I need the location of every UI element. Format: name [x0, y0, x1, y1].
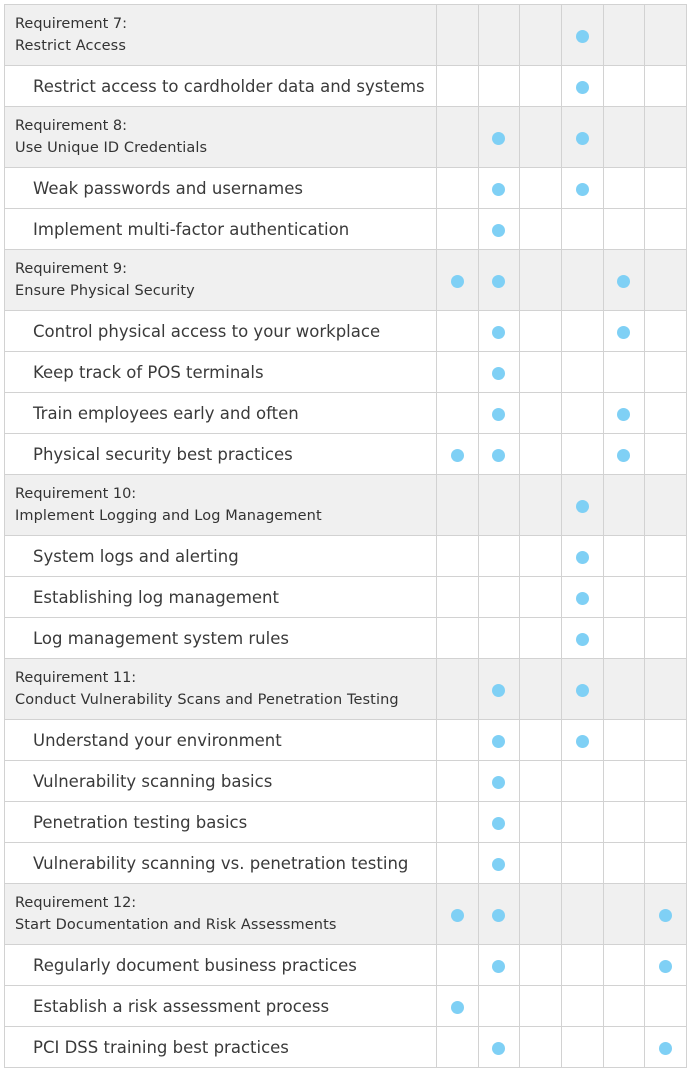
- mark-cell-col-2: [478, 618, 520, 659]
- table-row: [5, 168, 687, 209]
- mark-cell-col-6: [645, 618, 687, 659]
- item-label: Control physical access to your workplace: [33, 321, 381, 341]
- mark-cell-col-6: [645, 66, 687, 107]
- mark-cell-col-6: [645, 945, 687, 986]
- mark-cell-col-6: [645, 311, 687, 352]
- mark-cell-col-2: [478, 986, 520, 1027]
- mark-cell-col-6: [645, 434, 687, 475]
- mark-cell-col-5: [603, 434, 645, 475]
- mark-cell-col-1: [437, 659, 479, 720]
- row-label-cell: [5, 945, 437, 986]
- table-row: [5, 352, 687, 393]
- table-row: [5, 843, 687, 884]
- requirement-title: Restrict Access: [15, 38, 126, 54]
- mark-cell-col-2: [478, 475, 520, 536]
- mark-cell-col-3: [520, 720, 562, 761]
- item-label: Keep track of POS terminals: [33, 362, 264, 382]
- row-label-cell: [5, 577, 437, 618]
- requirement-label: [5, 667, 436, 711]
- dot-icon: [492, 183, 505, 196]
- dot-icon: [492, 326, 505, 339]
- mark-cell-col-5: [603, 5, 645, 66]
- dot-icon: [659, 960, 672, 973]
- mark-cell-col-6: [645, 107, 687, 168]
- row-label-cell: [5, 311, 437, 352]
- item-label: Train employees early and often: [33, 403, 299, 423]
- requirement-header-row: [5, 884, 687, 945]
- dot-icon: [492, 408, 505, 421]
- mark-cell-col-1: [437, 802, 479, 843]
- row-label-cell: [5, 720, 437, 761]
- mark-cell-col-1: [437, 66, 479, 107]
- requirement-label: [5, 258, 436, 302]
- dot-icon: [617, 449, 630, 462]
- requirement-header-row: [5, 475, 687, 536]
- item-label: Implement multi-factor authentication: [33, 219, 350, 239]
- mark-cell-col-4: [561, 168, 603, 209]
- item-label: Understand your environment: [33, 730, 282, 750]
- mark-cell-col-6: [645, 720, 687, 761]
- mark-cell-col-1: [437, 434, 479, 475]
- requirement-number: Requirement 7:: [15, 16, 127, 32]
- dot-icon: [576, 81, 589, 94]
- item-label: Establishing log management: [33, 587, 279, 607]
- mark-cell-col-3: [520, 311, 562, 352]
- item-label: PCI DSS training best practices: [33, 1037, 289, 1057]
- mark-cell-col-3: [520, 577, 562, 618]
- table-row: [5, 393, 687, 434]
- mark-cell-col-2: [478, 434, 520, 475]
- item-label: Establish a risk assessment process: [33, 996, 330, 1016]
- requirement-number: Requirement 12:: [15, 895, 137, 911]
- mark-cell-col-5: [603, 66, 645, 107]
- mark-cell-col-6: [645, 577, 687, 618]
- table-body: [5, 5, 687, 1068]
- mark-cell-col-2: [478, 802, 520, 843]
- mark-cell-col-6: [645, 475, 687, 536]
- mark-cell-col-2: [478, 168, 520, 209]
- row-label-cell: [5, 107, 437, 168]
- row-label-cell: [5, 843, 437, 884]
- mark-cell-col-2: [478, 884, 520, 945]
- mark-cell-col-1: [437, 209, 479, 250]
- mark-cell-col-1: [437, 884, 479, 945]
- item-label: Regularly document business practices: [33, 955, 357, 975]
- dot-icon: [451, 275, 464, 288]
- mark-cell-col-2: [478, 66, 520, 107]
- mark-cell-col-4: [561, 209, 603, 250]
- mark-cell-col-5: [603, 618, 645, 659]
- mark-cell-col-3: [520, 475, 562, 536]
- mark-cell-col-6: [645, 843, 687, 884]
- mark-cell-col-5: [603, 536, 645, 577]
- requirement-header-row: [5, 250, 687, 311]
- mark-cell-col-1: [437, 761, 479, 802]
- mark-cell-col-2: [478, 352, 520, 393]
- mark-cell-col-1: [437, 250, 479, 311]
- item-label: Penetration testing basics: [33, 812, 248, 832]
- mark-cell-col-3: [520, 618, 562, 659]
- mark-cell-col-6: [645, 761, 687, 802]
- mark-cell-col-4: [561, 761, 603, 802]
- mark-cell-col-4: [561, 986, 603, 1027]
- mark-cell-col-2: [478, 209, 520, 250]
- row-label-cell: [5, 209, 437, 250]
- dot-icon: [492, 960, 505, 973]
- mark-cell-col-3: [520, 761, 562, 802]
- dot-icon: [576, 684, 589, 697]
- requirement-label: [5, 483, 436, 527]
- table-row: [5, 618, 687, 659]
- requirement-number: Requirement 11:: [15, 670, 137, 686]
- table-row: [5, 945, 687, 986]
- mark-cell-col-2: [478, 720, 520, 761]
- dot-icon: [492, 776, 505, 789]
- row-label-cell: [5, 66, 437, 107]
- mark-cell-col-6: [645, 659, 687, 720]
- row-label-cell: [5, 884, 437, 945]
- mark-cell-col-1: [437, 168, 479, 209]
- dot-icon: [576, 551, 589, 564]
- mark-cell-col-3: [520, 884, 562, 945]
- mark-cell-col-4: [561, 393, 603, 434]
- mark-cell-col-5: [603, 250, 645, 311]
- table-row: [5, 720, 687, 761]
- mark-cell-col-4: [561, 720, 603, 761]
- mark-cell-col-2: [478, 311, 520, 352]
- row-label-cell: [5, 250, 437, 311]
- table-row: [5, 761, 687, 802]
- dot-icon: [659, 1042, 672, 1055]
- mark-cell-col-1: [437, 720, 479, 761]
- item-label: Vulnerability scanning vs. penetration testing: [33, 853, 409, 873]
- requirement-header-row: [5, 5, 687, 66]
- mark-cell-col-5: [603, 311, 645, 352]
- mark-cell-col-4: [561, 802, 603, 843]
- mark-cell-col-5: [603, 168, 645, 209]
- mark-cell-col-1: [437, 618, 479, 659]
- dot-icon: [576, 132, 589, 145]
- dot-icon: [617, 408, 630, 421]
- mark-cell-col-6: [645, 250, 687, 311]
- mark-cell-col-5: [603, 577, 645, 618]
- mark-cell-col-1: [437, 536, 479, 577]
- table-row: [5, 66, 687, 107]
- dot-icon: [492, 858, 505, 871]
- mark-cell-col-4: [561, 618, 603, 659]
- requirement-title: Start Documentation and Risk Assessments: [15, 917, 337, 933]
- mark-cell-col-5: [603, 945, 645, 986]
- dot-icon: [617, 275, 630, 288]
- mark-cell-col-3: [520, 168, 562, 209]
- table-row: [5, 986, 687, 1027]
- row-label-cell: [5, 168, 437, 209]
- mark-cell-col-1: [437, 475, 479, 536]
- requirement-number: Requirement 10:: [15, 486, 137, 502]
- mark-cell-col-3: [520, 250, 562, 311]
- requirement-number: Requirement 8:: [15, 118, 127, 134]
- table-row: [5, 802, 687, 843]
- requirement-header-row: [5, 659, 687, 720]
- mark-cell-col-3: [520, 107, 562, 168]
- mark-cell-col-6: [645, 986, 687, 1027]
- mark-cell-col-1: [437, 986, 479, 1027]
- requirement-title: Ensure Physical Security: [15, 283, 195, 299]
- mark-cell-col-4: [561, 311, 603, 352]
- requirement-label: [5, 13, 436, 57]
- mark-cell-col-1: [437, 393, 479, 434]
- mark-cell-col-4: [561, 659, 603, 720]
- row-label-cell: [5, 802, 437, 843]
- row-label-cell: [5, 475, 437, 536]
- mark-cell-col-1: [437, 843, 479, 884]
- mark-cell-col-5: [603, 352, 645, 393]
- mark-cell-col-6: [645, 209, 687, 250]
- row-label-cell: [5, 1027, 437, 1068]
- dot-icon: [617, 326, 630, 339]
- mark-cell-col-1: [437, 1027, 479, 1068]
- row-label-cell: [5, 618, 437, 659]
- mark-cell-col-3: [520, 352, 562, 393]
- mark-cell-col-5: [603, 986, 645, 1027]
- dot-icon: [492, 684, 505, 697]
- item-label: Physical security best practices: [33, 444, 293, 464]
- mark-cell-col-4: [561, 536, 603, 577]
- item-label: Weak passwords and usernames: [33, 178, 303, 198]
- mark-cell-col-1: [437, 311, 479, 352]
- mark-cell-col-4: [561, 5, 603, 66]
- dot-icon: [492, 735, 505, 748]
- mark-cell-col-2: [478, 577, 520, 618]
- row-label-cell: [5, 536, 437, 577]
- mark-cell-col-4: [561, 250, 603, 311]
- mark-cell-col-2: [478, 536, 520, 577]
- mark-cell-col-4: [561, 107, 603, 168]
- mark-cell-col-2: [478, 761, 520, 802]
- table-row: [5, 209, 687, 250]
- mark-cell-col-3: [520, 945, 562, 986]
- mark-cell-col-3: [520, 659, 562, 720]
- mark-cell-col-1: [437, 352, 479, 393]
- requirements-matrix: [4, 4, 687, 1068]
- item-label: Vulnerability scanning basics: [33, 771, 273, 791]
- mark-cell-col-2: [478, 843, 520, 884]
- requirement-title: Implement Logging and Log Management: [15, 508, 322, 524]
- mark-cell-col-2: [478, 107, 520, 168]
- mark-cell-col-3: [520, 1027, 562, 1068]
- dot-icon: [576, 30, 589, 43]
- dot-icon: [492, 224, 505, 237]
- mark-cell-col-2: [478, 393, 520, 434]
- mark-cell-col-3: [520, 393, 562, 434]
- mark-cell-col-3: [520, 986, 562, 1027]
- mark-cell-col-5: [603, 720, 645, 761]
- mark-cell-col-5: [603, 659, 645, 720]
- item-label: Log management system rules: [33, 628, 289, 648]
- mark-cell-col-6: [645, 168, 687, 209]
- row-label-cell: [5, 393, 437, 434]
- row-label-cell: [5, 986, 437, 1027]
- mark-cell-col-5: [603, 1027, 645, 1068]
- mark-cell-col-5: [603, 843, 645, 884]
- mark-cell-col-4: [561, 352, 603, 393]
- dot-icon: [492, 132, 505, 145]
- dot-icon: [576, 183, 589, 196]
- mark-cell-col-1: [437, 107, 479, 168]
- requirement-label: [5, 115, 436, 159]
- mark-cell-col-3: [520, 843, 562, 884]
- dot-icon: [451, 909, 464, 922]
- mark-cell-col-6: [645, 5, 687, 66]
- mark-cell-col-6: [645, 1027, 687, 1068]
- mark-cell-col-3: [520, 434, 562, 475]
- dot-icon: [659, 909, 672, 922]
- row-label-cell: [5, 659, 437, 720]
- mark-cell-col-4: [561, 577, 603, 618]
- requirement-title: Use Unique ID Credentials: [15, 140, 208, 156]
- dot-icon: [492, 275, 505, 288]
- dot-icon: [492, 817, 505, 830]
- row-label-cell: [5, 761, 437, 802]
- requirement-label: [5, 892, 436, 936]
- mark-cell-col-6: [645, 884, 687, 945]
- mark-cell-col-4: [561, 66, 603, 107]
- table-row: [5, 434, 687, 475]
- mark-cell-col-6: [645, 536, 687, 577]
- mark-cell-col-5: [603, 107, 645, 168]
- table-row: [5, 536, 687, 577]
- mark-cell-col-5: [603, 475, 645, 536]
- mark-cell-col-4: [561, 945, 603, 986]
- mark-cell-col-1: [437, 577, 479, 618]
- dot-icon: [492, 1042, 505, 1055]
- mark-cell-col-3: [520, 802, 562, 843]
- mark-cell-col-2: [478, 1027, 520, 1068]
- dot-icon: [576, 633, 589, 646]
- mark-cell-col-3: [520, 66, 562, 107]
- mark-cell-col-3: [520, 209, 562, 250]
- dot-icon: [576, 735, 589, 748]
- mark-cell-col-4: [561, 843, 603, 884]
- mark-cell-col-5: [603, 209, 645, 250]
- mark-cell-col-3: [520, 5, 562, 66]
- item-label: System logs and alerting: [33, 546, 239, 566]
- dot-icon: [451, 449, 464, 462]
- dot-icon: [492, 367, 505, 380]
- mark-cell-col-5: [603, 393, 645, 434]
- mark-cell-col-5: [603, 802, 645, 843]
- row-label-cell: [5, 434, 437, 475]
- mark-cell-col-2: [478, 659, 520, 720]
- row-label-cell: [5, 352, 437, 393]
- mark-cell-col-1: [437, 5, 479, 66]
- mark-cell-col-4: [561, 475, 603, 536]
- dot-icon: [492, 449, 505, 462]
- table-row: [5, 577, 687, 618]
- table-row: [5, 311, 687, 352]
- requirement-title: Conduct Vulnerability Scans and Penetration Testing: [15, 692, 399, 708]
- table-row: [5, 1027, 687, 1068]
- mark-cell-col-6: [645, 352, 687, 393]
- item-label: Restrict access to cardholder data and systems: [33, 76, 425, 96]
- mark-cell-col-2: [478, 945, 520, 986]
- mark-cell-col-5: [603, 761, 645, 802]
- dot-icon: [451, 1001, 464, 1014]
- mark-cell-col-6: [645, 802, 687, 843]
- mark-cell-col-2: [478, 5, 520, 66]
- requirement-number: Requirement 9:: [15, 261, 127, 277]
- mark-cell-col-4: [561, 884, 603, 945]
- mark-cell-col-6: [645, 393, 687, 434]
- requirement-header-row: [5, 107, 687, 168]
- requirements-table: [4, 4, 687, 1068]
- mark-cell-col-4: [561, 434, 603, 475]
- mark-cell-col-4: [561, 1027, 603, 1068]
- row-label-cell: [5, 5, 437, 66]
- dot-icon: [576, 592, 589, 605]
- mark-cell-col-1: [437, 945, 479, 986]
- mark-cell-col-2: [478, 250, 520, 311]
- mark-cell-col-5: [603, 884, 645, 945]
- dot-icon: [492, 909, 505, 922]
- mark-cell-col-3: [520, 536, 562, 577]
- dot-icon: [576, 500, 589, 513]
